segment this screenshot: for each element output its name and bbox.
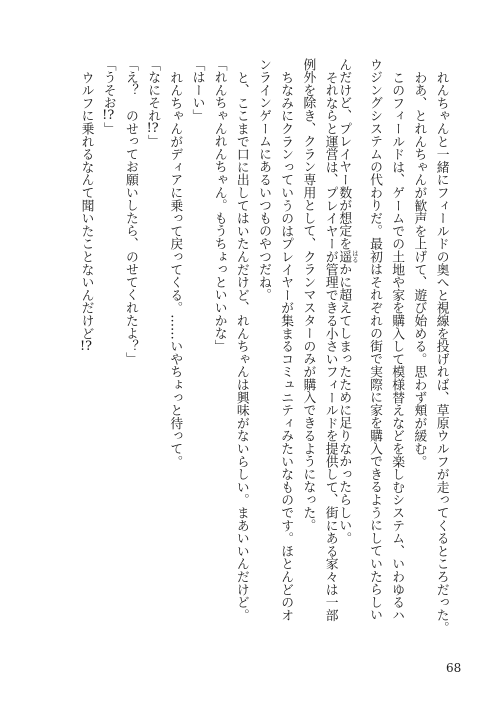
text-line-6: それならと運営は、プレイヤーが管理できる小さいフィールドを提供して、街にある家々は一部 (322, 70, 338, 622)
text-line-4: ウジングシステムの代わりだ。最初はそれぞれの街で実際に家を購入できるようにしていたらしい (367, 58, 382, 622)
text-line-8: ちなみにクランっていうのはプレイヤーが集まるコミュニティみたいなものです。ほとんどのオ (278, 70, 294, 622)
text-line-3: このフィールドは、ゲームでの土地や家を購入して模様替えなどを楽しむシステム、いわゆるハ (389, 70, 405, 622)
text-line-5 (336, 58, 359, 545)
ruby-text: はる (350, 250, 359, 263)
dialogue-line-11: 「れんちゃんれんちゃん。もうちょっといいかな」 (211, 58, 227, 353)
text-line-10: と、ここまで口に出してはいたんだけど、れんちゃんは興味がないらしい。まあいいんだけど。 (233, 70, 249, 622)
ruby-base: 遥 (336, 250, 352, 263)
tate-chu-yoko: !? (79, 339, 92, 353)
text-line-17: ウルフに乗れるなんて聞いたことないんだけど!? (78, 70, 94, 353)
page-number: 68 (446, 661, 462, 675)
ruby-annotation (336, 250, 359, 263)
text-segment: んだけど、プレイヤー数が想定を (336, 58, 352, 250)
dialogue-line-12: 「はーい」 (189, 58, 205, 122)
text-line-7: 例外を除き、クラン専用として、クランマスターのみが購入できるようになった。 (300, 58, 316, 532)
tate-chu-yoko: !? (102, 109, 115, 122)
text-line-2: わあ、とれんちゃんが歓声を上げて、遊び始める。思わず頬が緩む。 (411, 70, 427, 468)
dialogue-line-16: 「うそお!?」 (100, 58, 116, 135)
tate-chu-yoko: !? (146, 122, 159, 135)
text-line-13: れんちゃんがディアに乗って戻ってくる。……いやちょっと待って。 (167, 70, 183, 468)
text-line-9: ンラインゲームにあるいつものやつだね。 (256, 58, 271, 302)
dialogue-line-15: 「え？ のせってお願いしたら、のせてくれたよ？」 (122, 58, 138, 366)
text-line-1: れんちゃんと一緒にフィールドの奥へと視線を投げれば、草原ウルフが走ってくるところだった。 (433, 70, 449, 634)
text-segment: かに超えてしまったために足りなかったらしい。 (336, 262, 352, 545)
dialogue-line-14: 「なにそれ!?」 (145, 58, 161, 148)
